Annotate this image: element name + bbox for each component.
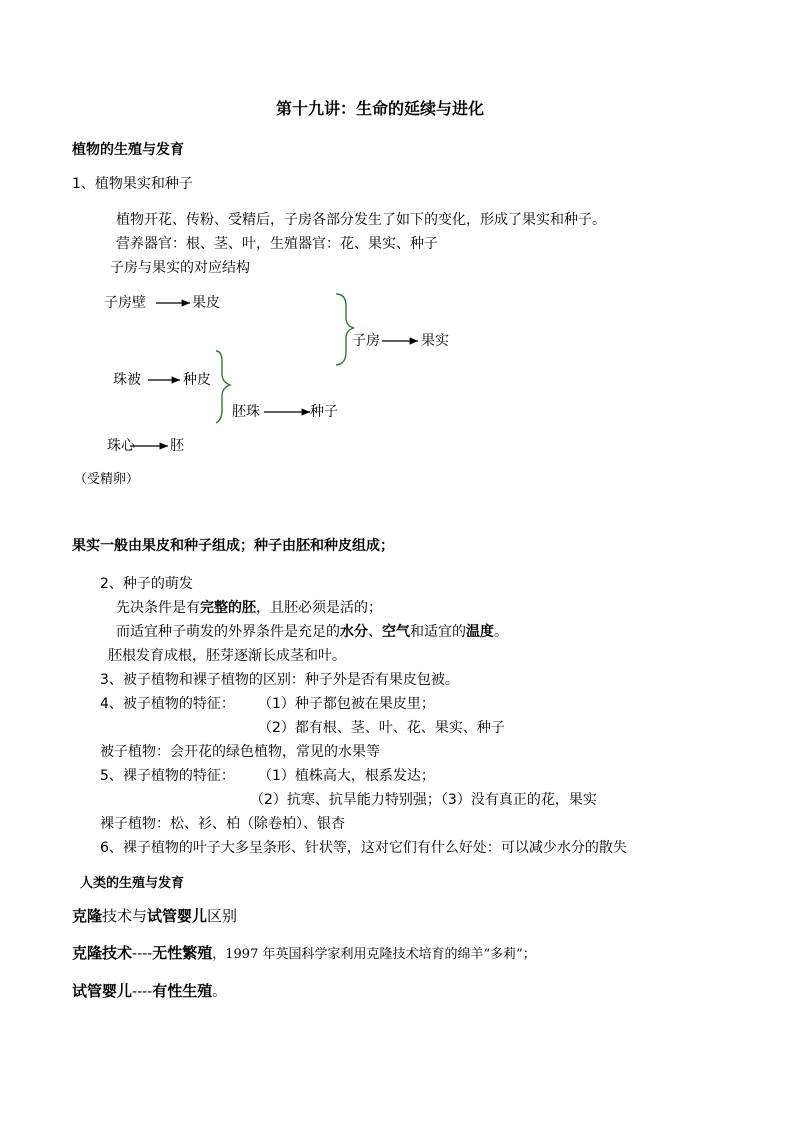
item-6: 6、裸子植物的叶子大多呈条形、针状等，这对它们有什么好处：可以减少水分的散失	[100, 840, 627, 856]
ext-water: 水分	[340, 624, 368, 640]
bracket-ovule	[216, 351, 230, 423]
label-seed-coat: 种皮	[183, 372, 211, 388]
item-5-feature-2: （2）抗寒、抗旱能力特别强；（3）没有真正的花，果实	[250, 792, 597, 808]
section-heading-humans: 人类的生殖与发育	[80, 876, 185, 891]
label-fertilized-egg: （受精卵）	[74, 472, 140, 487]
bracket-ovary	[336, 294, 354, 365]
page-title: 第十九讲：生命的延续与进化	[276, 99, 485, 118]
ext-text-2: 和适宜的	[410, 624, 466, 640]
ivf-tech: 试管婴儿	[72, 982, 133, 1000]
cloning-line	[72, 946, 536, 961]
label-ovary: 子房	[352, 333, 380, 349]
ext-temperature: 温度	[466, 624, 494, 640]
item-3: 3、被子植物和裸子植物的区别：种子外是否有果皮包被。	[100, 672, 459, 688]
ivf-end: 。	[212, 984, 227, 1000]
label-ovule: 胚珠	[232, 404, 260, 420]
ivf-dash: ----	[132, 984, 153, 1000]
item-1-heading: 1、植物果实和种子	[72, 176, 193, 192]
prereq-text-end: ，且胚必须是活的；	[256, 600, 382, 616]
item-2-heading: 2、种子的萌发	[100, 576, 193, 592]
sexual-reproduction: 有性生殖	[152, 982, 213, 1000]
fruit-seed-summary: 果实一般由果皮和种子组成；种子由胚和种皮组成；	[72, 538, 394, 554]
item-5-feature-1: （1）植株高大，根系发达；	[258, 768, 435, 784]
item-4-feature-2: （2）都有根、茎、叶、花、果实、种子	[258, 720, 505, 736]
item-5-label: 5、裸子植物的特征：	[100, 768, 235, 784]
ext-text: 而适宜种子萌发的外界条件是充足的	[116, 624, 340, 640]
item-4-label: 4、被子植物的特征：	[100, 696, 235, 712]
prereq-text: 先决条件是有	[116, 600, 200, 616]
cloning-heading-text: 技术与	[102, 907, 148, 925]
ext-air: 空气	[382, 624, 410, 640]
item-4-feature-1: （1）种子都包被在果皮里；	[258, 696, 435, 712]
germination-external-conditions	[116, 625, 508, 639]
intro-line-1: 植物开花、传粉、受精后，子房各部分发生了如下的变化，形成了果实和种子。	[116, 212, 606, 228]
cloning-heading	[72, 909, 237, 924]
label-integument: 珠被	[113, 372, 141, 388]
gymnosperm-definition: 裸子植物：松、衫、柏（除卷柏）、银杏	[100, 816, 345, 832]
ext-sep: 、	[368, 624, 382, 640]
label-ovary-wall: 子房壁	[104, 295, 146, 311]
label-embryo: 胚	[170, 438, 184, 454]
cloning-dash: ----	[132, 946, 153, 962]
label-seed: 种子	[310, 404, 338, 420]
germination-prerequisite	[116, 601, 382, 615]
germination-growth: 胚根发育成根，胚芽逐渐长成茎和叶。	[108, 648, 346, 664]
intro-line-2: 营养器官：根、茎、叶，生殖器官：花、果实、种子	[116, 236, 438, 252]
prereq-emphasis: 完整的胚	[200, 600, 256, 616]
dolly-text: ，1997 年英国科学家利用克隆技术培育的绵羊“多莉”；	[212, 947, 536, 962]
cloning-tech: 克隆技术	[72, 944, 133, 962]
intro-line-3: 子房与果实的对应结构	[110, 260, 250, 276]
ivf-word: 试管婴儿	[147, 907, 208, 925]
ivf-line	[72, 984, 226, 999]
cloning-heading-end: 区别	[207, 907, 238, 925]
ext-end: 。	[494, 624, 508, 640]
angiosperm-definition: 被子植物：会开花的绿色植物，常见的水果等	[100, 744, 380, 760]
asexual-reproduction: 无性繁殖	[152, 944, 213, 962]
label-nucellus: 珠心	[107, 438, 135, 454]
section-heading-plants: 植物的生殖与发育	[72, 142, 184, 158]
cloning-word: 克隆	[72, 907, 103, 925]
label-pericarp: 果皮	[192, 295, 220, 311]
label-fruit: 果实	[421, 333, 449, 349]
